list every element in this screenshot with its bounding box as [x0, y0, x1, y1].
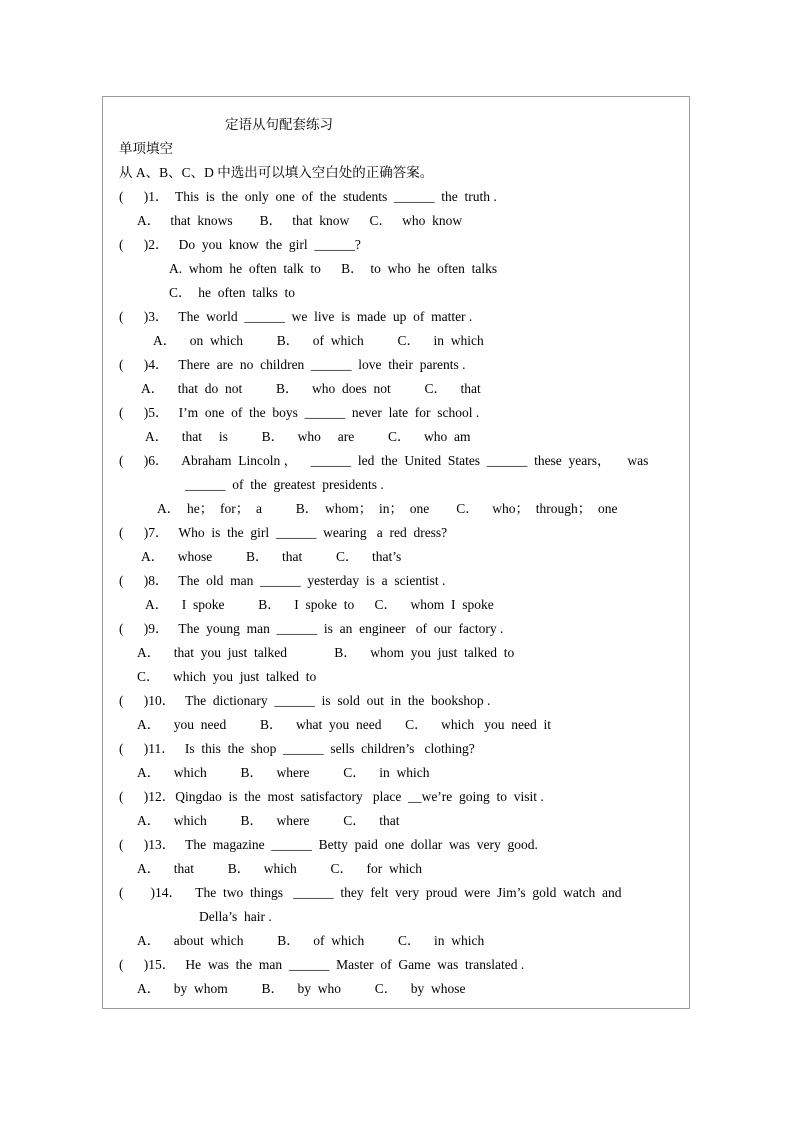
question-3: ( )3． The world ______ we live is made up of matter . [119, 309, 473, 324]
options-2-c: C． he often talks to [169, 285, 295, 300]
question-6-continued: ______ of the greatest presidents . [185, 477, 384, 492]
page-title: 定语从句配套练习 [225, 117, 333, 132]
question-14-continued: Della’s hair . [199, 909, 272, 924]
question-7: ( )7． Who is the girl ______ wearing a red dress? [119, 525, 448, 540]
options-13: A． that B． which C． for which [137, 861, 422, 876]
options-1: A． that knows B． that know C． who know [137, 213, 463, 228]
options-9-c: C． which you just talked to [137, 669, 317, 684]
options-4: A． that do not B． who does not C． that [141, 381, 481, 396]
question-13: ( )13． The magazine ______ Betty paid one dollar was very good. [119, 837, 538, 852]
options-11: A． which B． where C． in which [137, 765, 430, 780]
question-9: ( )9． The young man ______ is an engineer of our factory . [119, 621, 504, 636]
options-6: A． he； for； a B． whom； in； one C． who； through； one [157, 501, 618, 516]
question-2: ( )2． Do you know the girl ______? [119, 237, 361, 252]
options-9-ab: A． that you just talked B． whom you just talked to [137, 645, 515, 660]
options-10: A． you need B． what you need C． which you need it [137, 717, 551, 732]
question-14: ( )14． The two things ______ they felt very proud were Jim’s gold watch and [119, 885, 622, 900]
question-10: ( )10． The dictionary ______ is sold out in the bookshop . [119, 693, 491, 708]
options-3: A． on which B． of which C． in which [153, 333, 484, 348]
question-15: ( )15． He was the man ______ Master of Game was translated . [119, 957, 525, 972]
instruction-text: 从 A、B、C、D 中选出可以填入空白处的正确答案。 [119, 165, 434, 180]
question-4: ( )4． There are no children ______ love their parents . [119, 357, 466, 372]
question-12: ( )12．Qingdao is the most satisfactory place __we’re going to visit . [119, 789, 544, 804]
options-14: A． about which B． of which C． in which [137, 933, 485, 948]
section-heading: 单项填空 [119, 141, 173, 156]
options-2-ab: A. whom he often talk to B． to who he often talks [169, 261, 498, 276]
question-5: ( )5． I’m one of the boys ______ never late for school . [119, 405, 480, 420]
question-6: ( )6． Abraham Lincoln ， ______ led the United States ______ these years， was [119, 453, 649, 468]
question-8: ( )8． The old man ______ yesterday is a scientist . [119, 573, 446, 588]
options-15: A． by whom B． by who C． by whose [137, 981, 466, 996]
question-11: ( )11． Is this the shop ______ sells children’s clothing? [119, 741, 475, 756]
options-12: A． which B． where C． that [137, 813, 400, 828]
options-7: A． whose B． that C． that’s [141, 549, 402, 564]
options-8: A． I spoke B． I spoke to C． whom I spoke [145, 597, 494, 612]
question-1: ( )1． This is the only one of the students ______ the truth . [119, 189, 497, 204]
options-5: A． that is B． who are C． who am [145, 429, 471, 444]
worksheet-frame [102, 96, 690, 1009]
